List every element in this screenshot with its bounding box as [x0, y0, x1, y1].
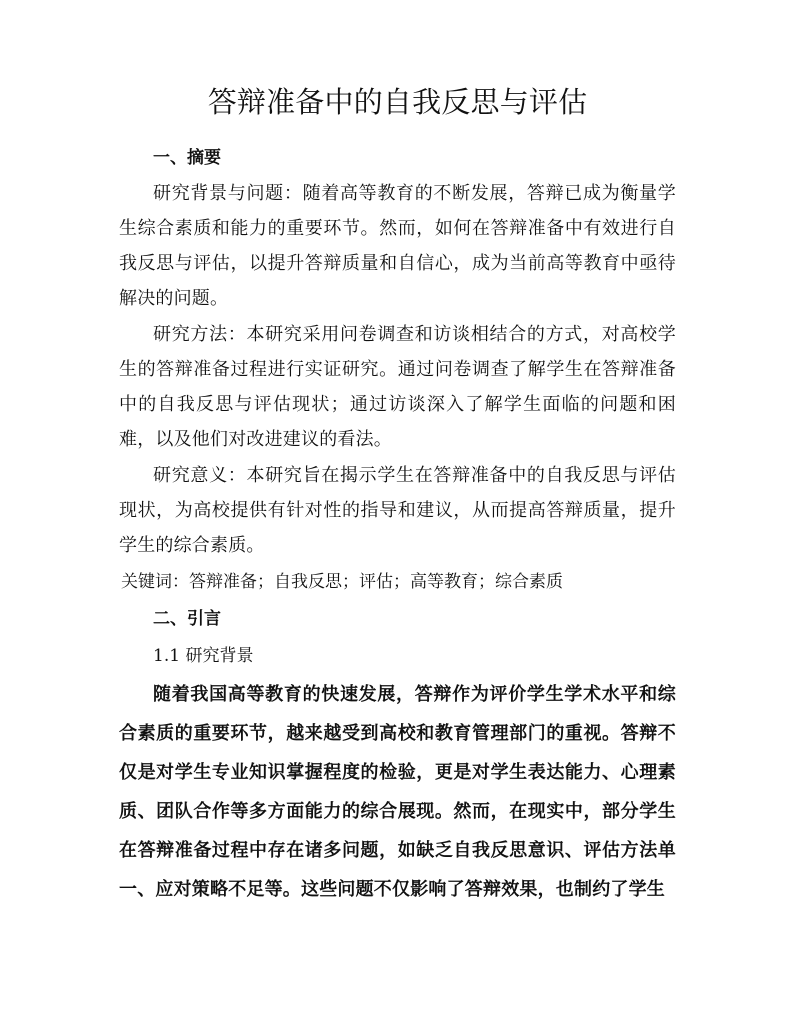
- abstract-methods-paragraph: 研究方法：本研究采用问卷调查和访谈相结合的方式，对高校学生的答辩准备过程进行实证研究。通过问卷调查了解学生在答辩准备中的自我反思与评估现状；通过访谈深入了解学生面临的问题和困难，以及他们对改进建议的看法。: [119, 324, 676, 450]
- introduction-heading: 二、引言: [153, 609, 221, 629]
- document-title: 答辩准备中的自我反思与评估: [207, 85, 588, 119]
- research-background-paragraph: 随着我国高等教育的快速发展，答辩作为评价学生学术水平和综合素质的重要环节，越来越受到高校和教育管理部门的重视。答辩不仅是对学生专业知识掌握程度的检验，更是对学生表达能力、心理素质、团队合作等多方面能力的综合展现。然而，在现实中，部分学生在答辩准备过程中存在诸多问题，如缺乏自我反思意识、评估方法单一、应对策略不足等。这些问题不仅影响了答辩效果，也制约了学生: [119, 684, 676, 900]
- abstract-background-paragraph: 研究背景与问题：随着高等教育的不断发展，答辩已成为衡量学生综合素质和能力的重要环节。然而，如何在答辩准备中有效进行自我反思与评估，以提升答辩质量和自信心，成为当前高等教育中亟待解决的问题。: [119, 183, 676, 309]
- introduction-section: [119, 601, 676, 909]
- abstract-significance-paragraph: 研究意义：本研究旨在揭示学生在答辩准备中的自我反思与评估现状，为高校提供有针对性的指导和建议，从而提高答辩质量，提升学生的综合素质。: [119, 465, 676, 556]
- research-background-subheading: 1.1 研究背景: [153, 646, 254, 666]
- keywords-line: 关键词：答辩准备；自我反思；评估；高等教育；综合素质: [121, 572, 563, 592]
- abstract-heading: 一、摘要: [153, 148, 221, 168]
- abstract-section: [119, 140, 676, 601]
